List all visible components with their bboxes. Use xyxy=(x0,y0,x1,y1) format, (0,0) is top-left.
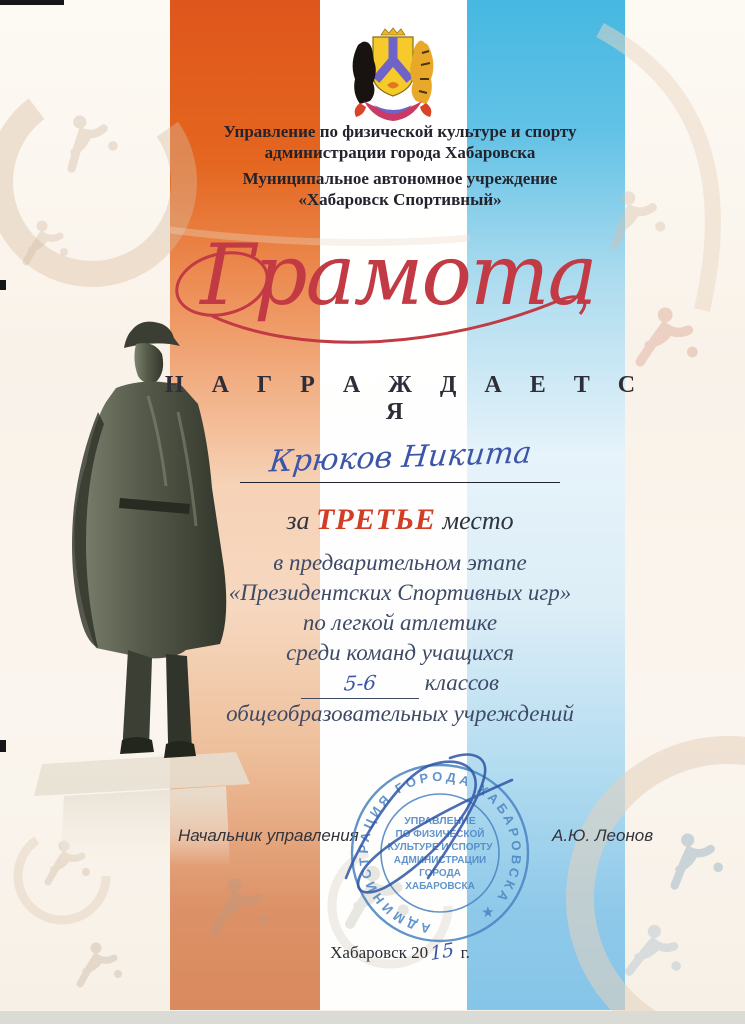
place-prefix: за xyxy=(286,506,310,535)
athlete-pictogram-icon xyxy=(80,943,122,985)
footer-city-year xyxy=(140,938,660,966)
stamp-center-line-5: ГОРОДА xyxy=(419,868,461,879)
official-stamp xyxy=(330,748,550,962)
body-line-3: по легкой атлетике xyxy=(302,610,498,635)
scan-artifact xyxy=(0,280,6,290)
stamp-center-line-2: ПО ФИЗИЧЕСКОЙ xyxy=(395,829,485,840)
place-value: ТРЕТЬЕ xyxy=(316,503,437,536)
body-line-1: в предварительном этапе xyxy=(273,550,527,575)
scan-artifact xyxy=(0,0,64,5)
place-line xyxy=(140,503,660,537)
stamp-center-line-6: ХАБАРОВСКА xyxy=(405,881,475,892)
title-text: Грамота xyxy=(200,226,596,324)
grades-line xyxy=(140,668,660,699)
org-name-management xyxy=(140,121,660,163)
footer-year-handwritten: 15 xyxy=(429,938,455,966)
award-body xyxy=(140,548,660,729)
scan-edge-bottom xyxy=(0,1011,745,1024)
grades-handwritten: 5-6 xyxy=(342,670,378,696)
khabarovsk-coat-of-arms-icon xyxy=(318,27,468,123)
athlete-pictogram-icon xyxy=(668,829,725,885)
stamp-ring-text: АДМИНИСТРАЦИЯ ГОРОДА ХАБАРОВСКА ★ xyxy=(355,768,525,937)
org-line-4: «Хабаровск Спортивный» xyxy=(298,190,502,209)
stamp-center-line-1: УПРАВЛЕНИЕ xyxy=(404,815,476,827)
awarded-to-label: Н А Г Р А Ж Д А Е Т С Я xyxy=(164,372,647,425)
footer-suffix: г. xyxy=(460,943,470,962)
athlete-pictogram-icon xyxy=(60,108,121,169)
footer-prefix: Хабаровск 20 xyxy=(330,943,429,962)
recipient-name-line xyxy=(140,435,660,483)
swirl-ring-bottom-right xyxy=(531,701,745,1024)
signatory-name: А.Ю. Леонов xyxy=(552,826,654,845)
org-line-3: Муниципальное автономное учреждение xyxy=(242,169,558,188)
stamp-center-line-3: КУЛЬТУРЕ И СПОРТУ xyxy=(387,842,493,853)
stamp-center-line-4: АДМИНИСТРАЦИИ xyxy=(393,855,487,866)
grades-suffix: классов xyxy=(424,670,500,695)
place-suffix: место xyxy=(442,506,514,535)
recipient-name-handwritten: Крюков Никита xyxy=(267,435,533,480)
body-line-2: «Президентских Спортивных игр» xyxy=(228,580,572,605)
athlete-pictogram-icon xyxy=(640,306,700,366)
scan-artifact xyxy=(0,740,6,752)
signatory-position: Начальник управления xyxy=(178,826,359,845)
athlete-pictogram-icon xyxy=(214,878,269,932)
body-line-6: общеобразовательных учреждений xyxy=(226,701,574,726)
org-line-2: администрации города Хабаровска xyxy=(264,143,536,162)
body-line-4: среди команд учащихся xyxy=(286,640,514,665)
stamp-inner-ring xyxy=(381,794,499,912)
statue-cap xyxy=(124,322,180,348)
org-line-1: Управление по физической культуре и спорту xyxy=(223,122,577,141)
